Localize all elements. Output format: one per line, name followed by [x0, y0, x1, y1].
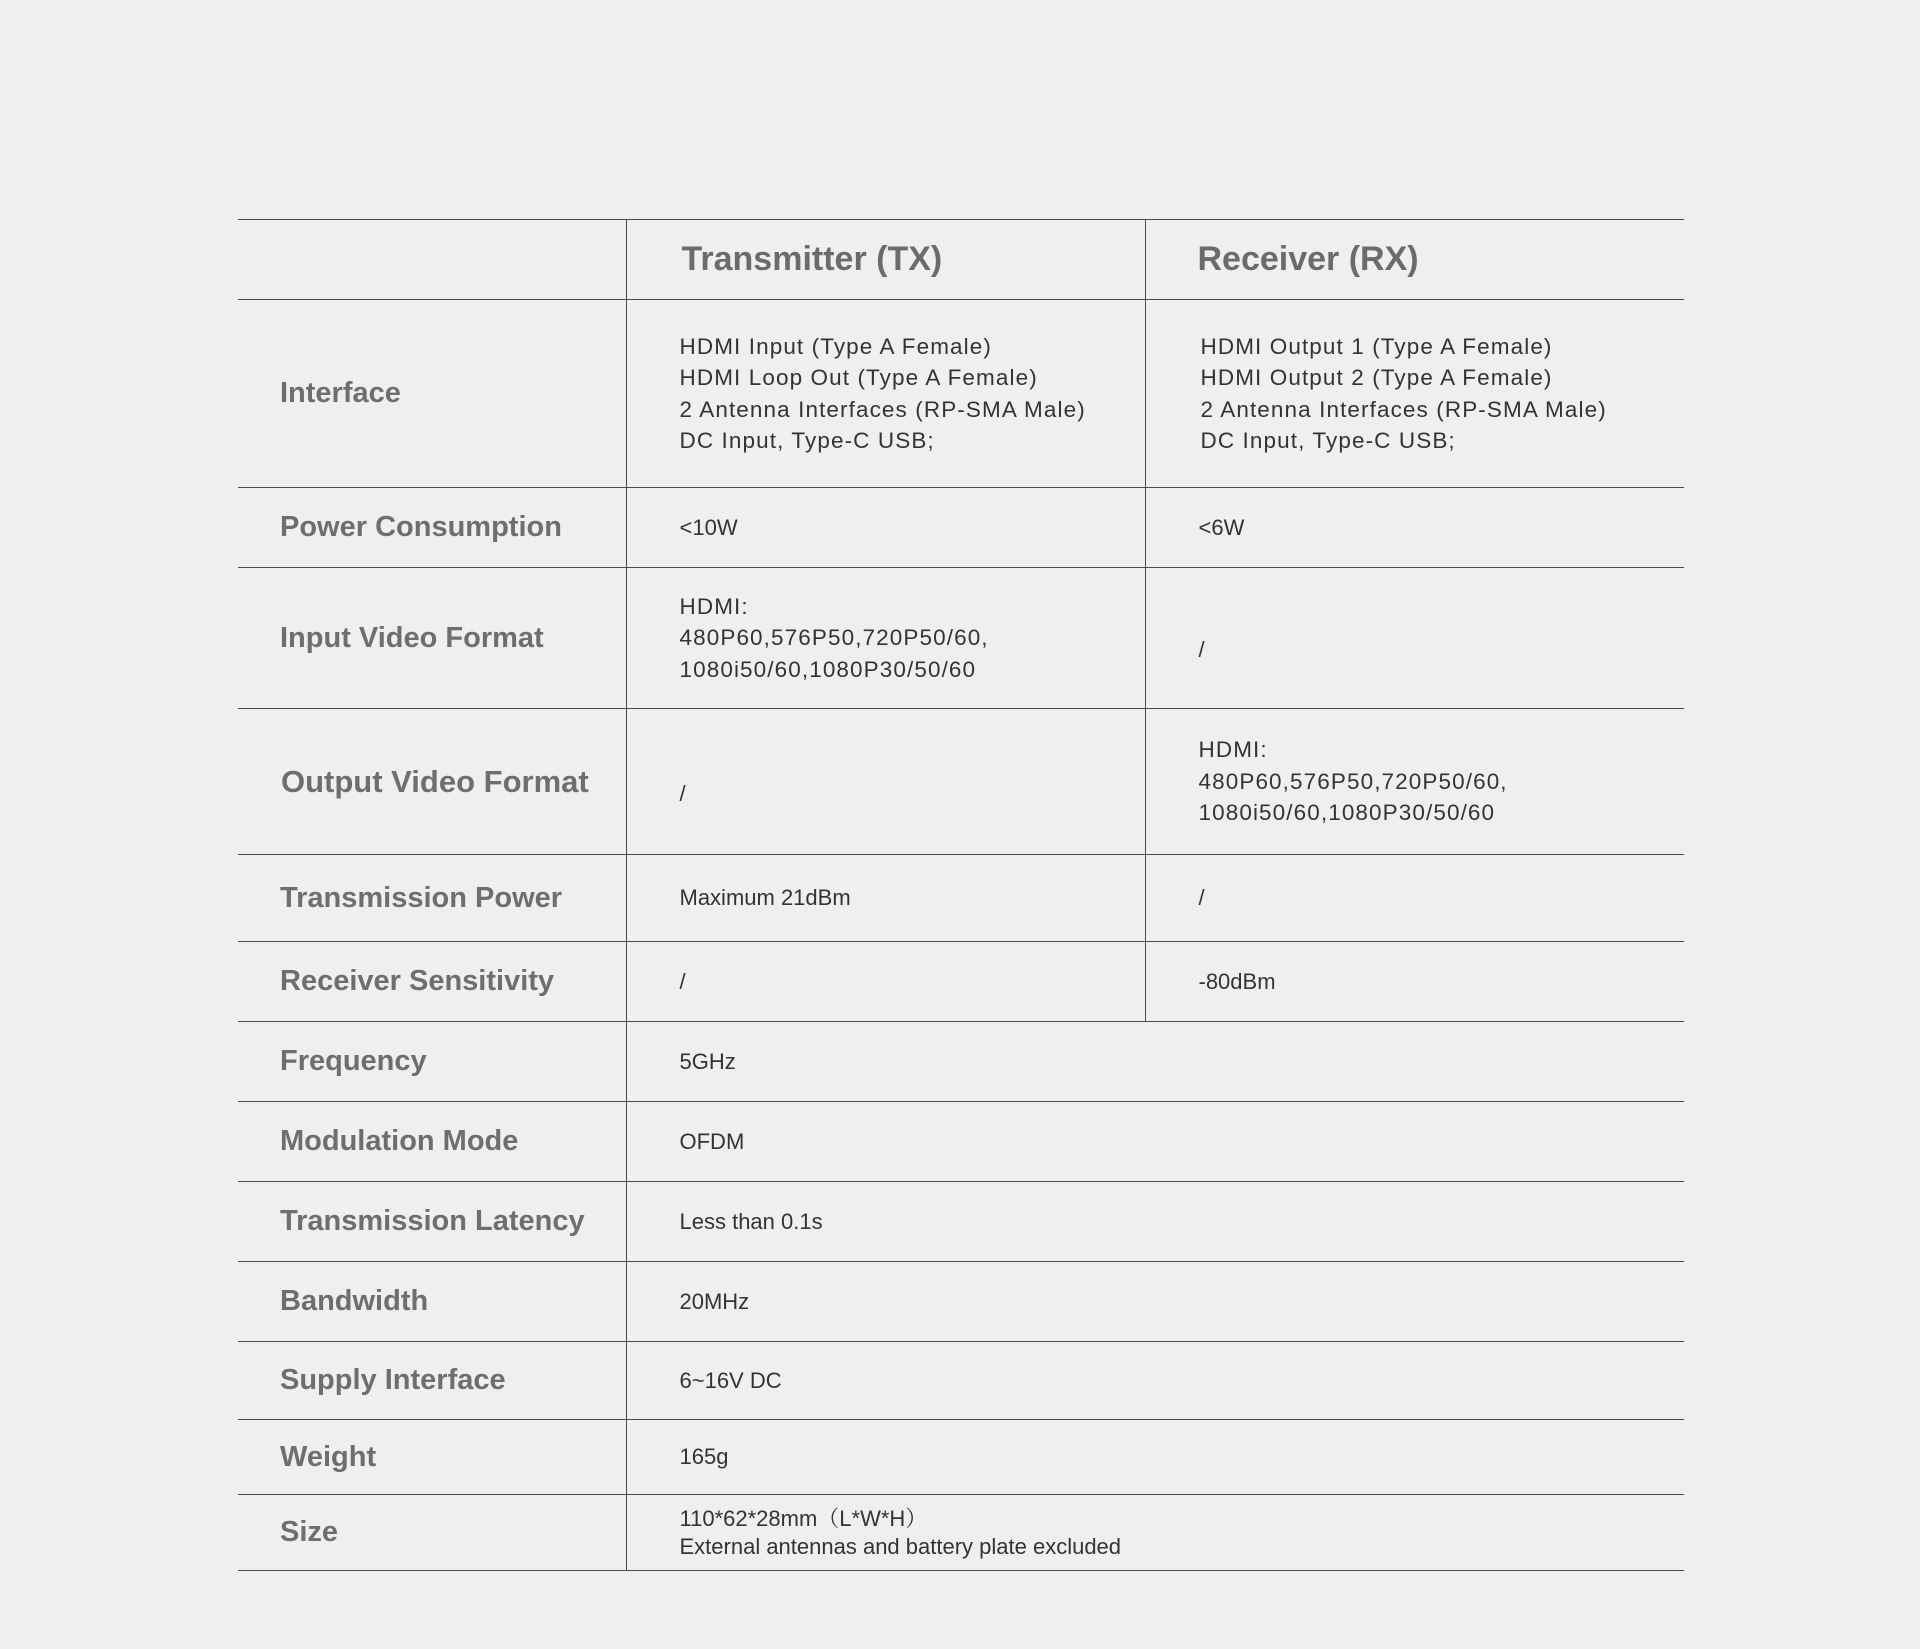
value-input-video-format-rx: /: [1145, 568, 1684, 709]
row-input-video-format: [238, 568, 1684, 709]
row-size: [238, 1495, 1684, 1571]
text-line: HDMI:: [1198, 737, 1268, 763]
text-line: DC Input, Type-C USB;: [679, 428, 935, 453]
label-frequency: Frequency: [238, 1022, 626, 1102]
row-supply-interface: [238, 1342, 1684, 1420]
value-transmission-latency: Less than 0.1s: [626, 1182, 1684, 1262]
row-bandwidth: [238, 1262, 1684, 1342]
row-transmission-latency: [238, 1182, 1684, 1262]
row-power-consumption: [238, 488, 1684, 568]
value-transmission-power-rx: /: [1145, 855, 1684, 942]
value-receiver-sensitivity-tx: /: [626, 942, 1145, 1022]
text-line: 1080i50/60,1080P30/50/60: [679, 656, 977, 682]
label-transmission-power: Transmission Power: [238, 855, 626, 942]
row-weight: [238, 1420, 1684, 1495]
value-input-video-format-tx: [626, 568, 1145, 709]
label-output-video-format: Output Video Format: [238, 709, 626, 855]
row-receiver-sensitivity: [238, 942, 1684, 1022]
value-output-video-format-tx: /: [626, 709, 1145, 855]
header-row: [238, 220, 1684, 300]
row-interface: [238, 300, 1684, 488]
label-modulation-mode: Modulation Mode: [238, 1102, 626, 1182]
label-transmission-latency: Transmission Latency: [238, 1182, 626, 1262]
text-line: HDMI Output 2 (Type A Female): [1200, 365, 1553, 390]
label-receiver-sensitivity: Receiver Sensitivity: [238, 942, 626, 1022]
header-receiver: Receiver (RX): [1145, 220, 1684, 300]
row-output-video-format: [238, 709, 1684, 855]
value-frequency: 5GHz: [626, 1022, 1684, 1102]
text-line: HDMI Loop Out (Type A Female): [679, 365, 1038, 390]
spec-table: [238, 219, 1684, 1571]
label-power-consumption: Power Consumption: [238, 488, 626, 568]
value-output-video-format-rx: [1145, 709, 1684, 855]
label-supply-interface: Supply Interface: [238, 1342, 626, 1420]
text-line: 480P60,576P50,720P50/60,: [1198, 768, 1508, 794]
value-supply-interface: 6~16V DC: [626, 1342, 1684, 1420]
text-line: 1080i50/60,1080P30/50/60: [1198, 800, 1496, 826]
text-line: 2 Antenna Interfaces (RP-SMA Male): [1200, 396, 1607, 422]
text-line: HDMI:: [679, 593, 749, 619]
value-power-consumption-tx: <10W: [626, 488, 1145, 568]
text-line: External antennas and battery plate excluded: [679, 1533, 1122, 1559]
row-modulation-mode: [238, 1102, 1684, 1182]
value-receiver-sensitivity-rx: -80dBm: [1145, 942, 1684, 1022]
text-line: 480P60,576P50,720P50/60,: [679, 625, 989, 651]
value-interface-tx: [626, 300, 1145, 488]
row-transmission-power: [238, 855, 1684, 942]
label-weight: Weight: [238, 1420, 626, 1495]
label-size: Size: [238, 1495, 626, 1571]
text-line: DC Input, Type-C USB;: [1200, 428, 1456, 453]
value-size: [626, 1495, 1684, 1571]
row-frequency: [238, 1022, 1684, 1102]
label-input-video-format: Input Video Format: [238, 568, 626, 709]
label-bandwidth: Bandwidth: [238, 1262, 626, 1342]
value-interface-rx: [1145, 300, 1684, 488]
value-transmission-power-tx: Maximum 21dBm: [626, 855, 1145, 942]
text-line: 110*62*28mm（L*W*H）: [679, 1505, 928, 1531]
value-bandwidth: 20MHz: [626, 1262, 1684, 1342]
value-modulation-mode: OFDM: [626, 1102, 1684, 1182]
text-line: HDMI Output 1 (Type A Female): [1200, 333, 1553, 359]
value-power-consumption-rx: <6W: [1145, 488, 1684, 568]
header-empty: [238, 220, 626, 300]
label-interface: Interface: [238, 300, 626, 488]
text-line: HDMI Input (Type A Female): [679, 333, 992, 359]
text-line: 2 Antenna Interfaces (RP-SMA Male): [679, 396, 1086, 422]
header-transmitter: Transmitter (TX): [626, 220, 1145, 300]
value-weight: 165g: [626, 1420, 1684, 1495]
